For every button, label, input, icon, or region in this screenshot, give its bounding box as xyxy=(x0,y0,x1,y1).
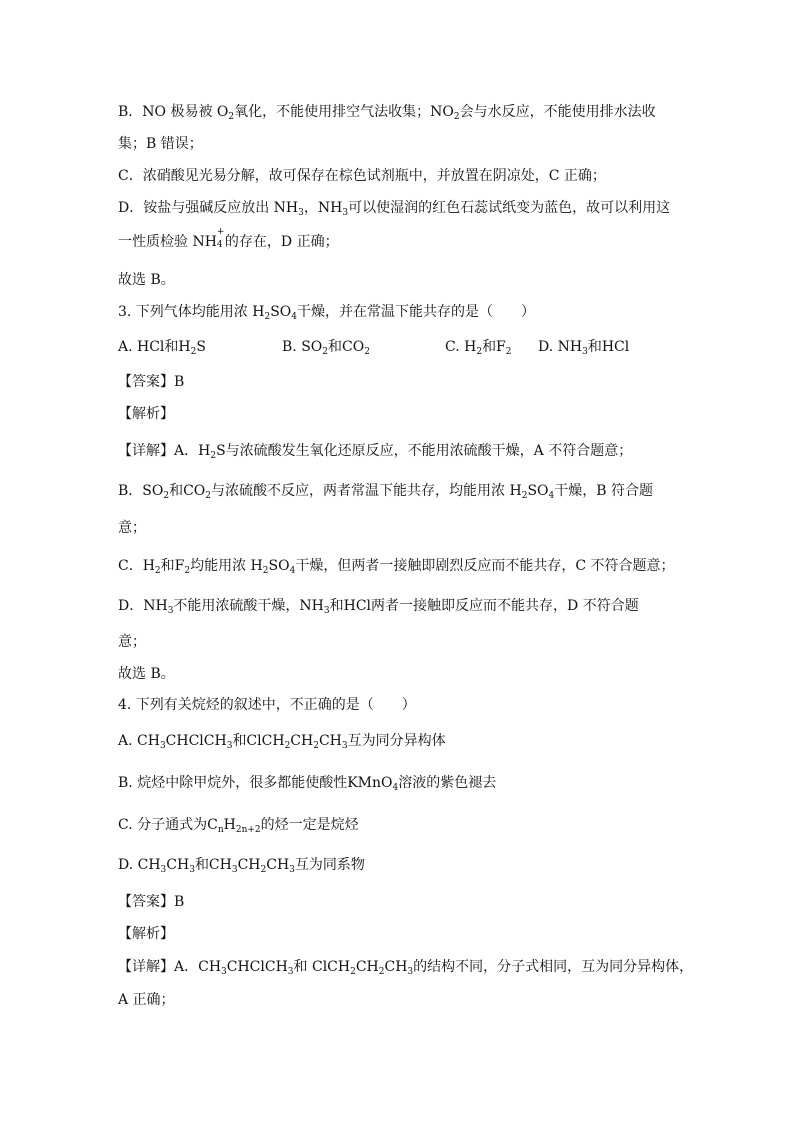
q4-explain-a-line2: A 正确； xyxy=(118,992,175,1008)
q4-answer: 【答案】B xyxy=(118,894,185,910)
q2-option-c: C．浓硝酸见光易分解，故可保存在棕色试剂瓶中，并放置在阴凉处，C 正确； xyxy=(118,168,606,184)
q3-option-a: A. HCl和$H_2S$ xyxy=(118,339,206,357)
q4-option-c: C. 分子通式为$C_nH_{2n+2}$的烃一定是烷烃 xyxy=(118,817,359,835)
q3-explain-d-line2: 意； xyxy=(118,634,146,650)
q4-option-b: B. 烷烃中除甲烷外，很多都能使酸性KMnO$_4$溶液的紫色褪去 xyxy=(118,775,497,793)
q3-explain-a: 【详解】A．$H_2S$与浓硫酸发生氧化还原反应，不能用浓硫酸干燥，A 不符合题意； xyxy=(118,443,633,461)
q4-analysis-heading: 【解析】 xyxy=(118,926,174,942)
q3-option-b: B. $SO_2$和$CO_2$ xyxy=(282,339,370,357)
q3-option-c: C. $H_2$和$F_2$ xyxy=(445,339,512,357)
q2-conclusion: 故选 B。 xyxy=(118,272,175,288)
q3-conclusion: 故选 B。 xyxy=(118,666,175,682)
q3-stem: 3. 下列气体均能用浓 $H_2SO_4$干燥，并在常温下能共存的是（ ） xyxy=(118,304,536,322)
q3-explain-b-line1: B．$SO_2$和$CO_2$与浓硫酸不反应，两者常温下能共存，均能用浓 $H_2SO_4$干燥，B 符合题 xyxy=(118,483,653,501)
q3-option-d: D. $NH_3$和HCl xyxy=(538,339,630,357)
q3-explain-d-line1: D．$NH_3$不能用浓硫酸干燥，$NH_3$和HCl两者一接触即反应而不能共存，D 不符合题 xyxy=(118,598,639,616)
q2-option-d-line2: 一性质检验 NH + 4 的存在，D 正确； xyxy=(118,227,339,250)
q2-option-b-line1: B．NO 极易被 $O_2$氧化，不能使用排空气法收集；$NO_2$会与水反应，不能使用排水法收 xyxy=(118,104,656,122)
q3-explain-c: C．$H_2$和$F_2$均能用浓 $H_2SO_4$干燥，但两者一接触即剧烈反应而不能共存，C 不符合题意； xyxy=(118,558,675,576)
q2-option-d-line1: D．铵盐与强碱反应放出 $NH_3$，$NH_3$可以使湿润的红色石蕊试纸变为蓝色，故可以利用这 xyxy=(118,200,671,218)
q4-stem: 4. 下列有关烷烃的叙述中，不正确的是（ ） xyxy=(118,697,416,713)
q4-option-d: D. $CH_3CH_3$和$CH_3CH_2CH_3$互为同系物 xyxy=(118,857,365,875)
ammonium-ion: NH + 4 xyxy=(192,227,225,250)
q4-option-a: A. $CH_3CHClCH_3$和$ClCH_2CH_2CH_3$互为同分异构体 xyxy=(118,733,446,751)
q3-explain-b-line2: 意； xyxy=(118,520,146,536)
q2-option-b-line2: 集；B 错误； xyxy=(118,136,203,152)
q3-answer: 【答案】B xyxy=(118,374,185,390)
q3-analysis-heading: 【解析】 xyxy=(118,406,174,422)
q4-explain-a-line1: 【详解】A．$CH_3CHClCH_3$和 $ClCH_2CH_2CH_3$的结构不同，分子式相同，互为同分异构体， xyxy=(118,959,694,977)
q2-b-text-a: B．NO 极易被 O xyxy=(118,104,229,120)
